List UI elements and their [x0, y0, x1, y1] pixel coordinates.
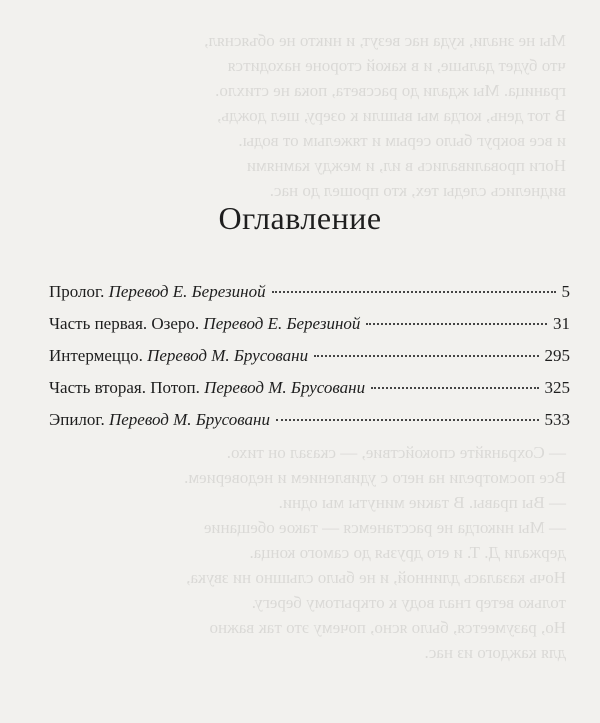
dot-leader	[371, 387, 538, 389]
toc-page-number: 325	[544, 378, 570, 397]
toc-page-number: 5	[561, 282, 570, 301]
bleed-through-text: Мы не знали, куда нас везут, и никто не объяснял, что будет дальше, и в какой стороне находится граница. Мы ждали до рассвета, пока не стихло. В тот день, когда мы вышли к озеру, шел дождь, и все вокруг было серым и тяжелым от воды. Ноги проваливались в ил, и между камнями виднелись следы тех, кто прошел до нас. — Сохраняйте спокойствие, — сказал он тихо. Все посмотрели на него с удивлением и недоверием. — Вы правы. В такие минуты мы одни. — Мы никогда не расстанемся — такое обещание держали Д. Т. и его друзья до самого конца. Ночь казалась длинной, и не было слышно ни звука, только ветер гнал воду к открытому берегу. Но, разумеется, было ясно, почему это так важно для каждого из нас.	[184, 31, 566, 662]
toc-entry-epilogue	[49, 410, 570, 442]
toc-entry-prologue	[49, 282, 570, 314]
toc-translator: Перевод Е. Березиной	[108, 282, 266, 301]
toc-page-number: 533	[544, 410, 570, 429]
dot-leader	[314, 355, 538, 357]
toc-translator: Перевод М. Брусовани	[147, 346, 309, 365]
toc-part-title: Часть вторая. Потоп.	[49, 378, 200, 397]
toc-page-number: 31	[553, 314, 570, 333]
dot-leader	[272, 291, 556, 293]
table-of-contents	[49, 282, 570, 442]
toc-entry-part-two	[49, 378, 570, 410]
toc-translator: Перевод Е. Березиной	[203, 314, 361, 333]
toc-entry-intermezzo	[49, 346, 570, 378]
toc-part-title: Пролог.	[49, 282, 105, 301]
toc-translator: Перевод М. Брусовани	[204, 378, 366, 397]
toc-part-title: Интермеццо.	[49, 346, 143, 365]
toc-entry-part-one	[49, 314, 570, 346]
toc-part-title: Эпилог.	[49, 410, 105, 429]
dot-leader	[276, 419, 539, 421]
toc-part-title: Часть первая. Озеро.	[49, 314, 200, 333]
toc-translator: Перевод М. Брусовани	[108, 410, 270, 429]
page-title: Оглавление	[218, 200, 382, 236]
toc-page-number: 295	[544, 346, 570, 365]
dot-leader	[366, 323, 547, 325]
